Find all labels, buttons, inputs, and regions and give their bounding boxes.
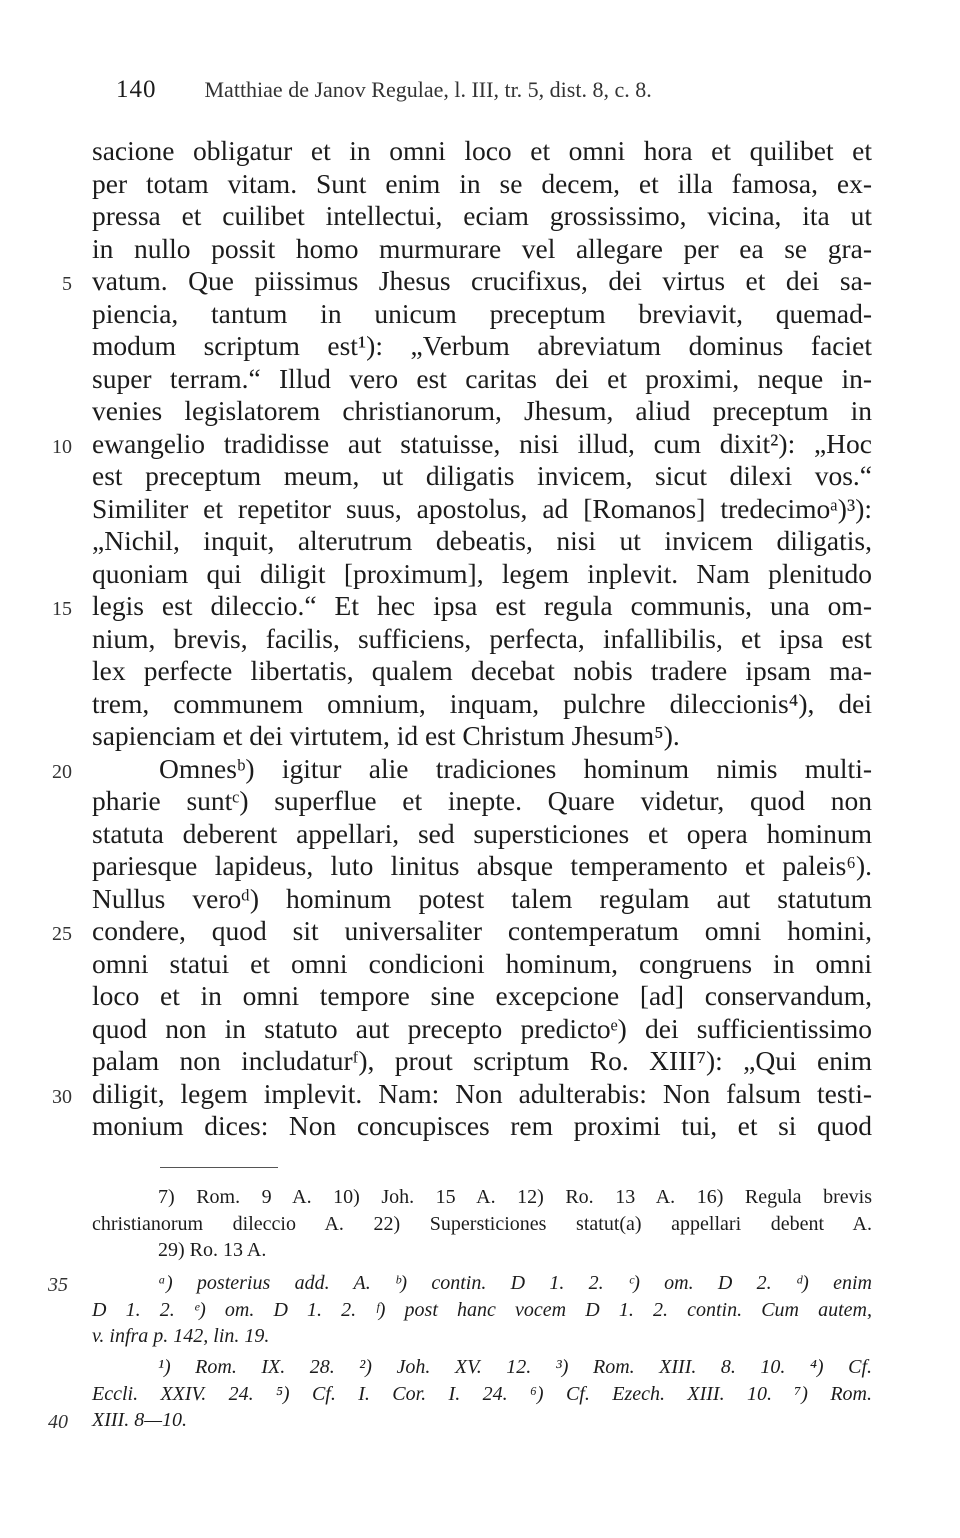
main-text-text: legis est dileccio.“ Et hec ipsa est regula communis, una om- [92,590,872,621]
parallel-note-text: christianorum dileccio A. 22) Supersticiones statut(a) appellari debent A. [92,1212,872,1235]
footnotes-apparatus [48,1270,872,1350]
footnotes-parallels [92,1184,872,1264]
main-text-text: super terram.“ Illud vero est caritas dei et proximi, neque in- [92,362,872,394]
line-number: 5 [62,273,72,295]
main-text-text: venies legislatorem christianorum, Jhesum, aliud preceptum in [92,395,872,426]
main-text-line [92,395,872,428]
main-text-text: est preceptum meum, ut diligatis invicem, sicut dilexi vos.“ [92,460,872,491]
main-text-text: statuta deberent appellari, sed supersticiones et opera hominum [92,817,872,849]
main-text-line [92,818,872,851]
main-text-line [92,655,872,688]
main-text-text: per totam vitam. Sunt enim in se decem, et illa famosa, ex- [92,167,872,199]
main-text-text: Nullus veroᵈ) hominum potest talem regulam aut statutum [92,882,872,914]
page-number: 140 [116,76,157,103]
main-text-text: diligit, legem implevit. Nam: Non adulterabis: Non falsum testi- [92,1077,872,1109]
page-header [116,76,652,104]
main-text-line [92,688,872,721]
parallel-note-line [92,1237,872,1264]
apparatus-note-text: v. infra p. 142, lin. 19. [92,1325,270,1347]
main-text-line [52,915,872,948]
parallel-note-line [92,1211,872,1238]
main-text-line [92,525,872,558]
line-number: 25 [52,923,72,945]
main-text-text: pariesque lapideus, luto linitus absque temperamento et paleis⁶). [92,850,872,881]
parallel-note-text: 7) Rom. 9 A. 10) Joh. 15 A. 12) Ro. 13 A. 16) Regula brevis [158,1186,872,1208]
main-text-line [92,493,872,526]
main-text-line [52,590,872,623]
running-title: Matthiae de Janov Regulae, l. III, tr. 5, dist. 8, c. 8. [204,77,652,102]
main-text-line [92,1013,872,1046]
main-text-line [92,558,872,591]
main-text-text: in nullo possit homo murmurare vel allegare per ea se gra- [92,232,872,264]
main-text-text: ewangelio tradidisse aut statuisse, nisi illud, cum dixit²): „Hoc [92,427,872,459]
apparatus-note-line [48,1270,872,1297]
source-note-line [92,1354,872,1381]
main-text-text: quoniam qui diligit [proximum], legem inplevit. Nam plenitudo [92,557,872,589]
main-text-line [52,1077,872,1111]
main-text-line [92,883,872,916]
line-number: 30 [52,1085,72,1108]
parallel-note-line [92,1184,872,1211]
line-number: 35 [48,1274,68,1296]
main-text-line [52,752,872,786]
apparatus-note-line [92,1323,872,1350]
main-text-line [92,363,872,396]
main-text-text: palam non includaturᶠ), prout scriptum Ro. XIII⁷): „Qui enim [92,1045,872,1076]
main-text-text: Similiter et repetitor suus, apostolus, ad [Romanos] tredecimoᵃ)³): [92,492,872,524]
main-text-line [92,980,872,1013]
main-text-text: trem, communem omnium, inquam, pulchre dileccionis⁴), dei [92,687,872,719]
line-number: 40 [48,1411,68,1433]
source-note-line [48,1407,872,1434]
main-text-line [92,623,872,656]
source-note-line [92,1381,872,1408]
main-text-text: lex perfecte libertatis, qualem decebat nobis tradere ipsam ma- [92,655,872,686]
main-text-line [92,233,872,266]
main-text-line [92,785,872,818]
main-text-line [92,330,872,363]
main-text-body [52,135,872,1143]
main-text-text: quod non in statuto aut precepto predictoᵉ) dei sufficientissimo [92,1012,872,1044]
main-text-text: pharie suntᶜ) superflue et inepte. Quare videtur, quod non [92,785,872,816]
main-text-text: sapienciam et dei virtutem, id est Christum Jhesum⁵). [92,720,680,751]
main-text-text: modum scriptum est¹): „Verbum abreviatum dominus faciet [92,330,872,361]
main-text-line [92,298,872,331]
apparatus-note-line [92,1297,872,1324]
source-note-text: Eccli. XXIV. 24. ⁵) Cf. I. Cor. I. 24. ⁶) Cf. Ezech. XIII. 10. ⁷) Rom. [92,1382,872,1405]
main-text-line [92,850,872,883]
main-text-line [62,265,872,298]
line-number: 10 [52,435,72,458]
main-text-line [92,460,872,493]
main-text-line [92,948,872,981]
main-text-text: loco et in omni tempore sine excepcione [ad] conservandum, [92,980,872,1011]
source-note-text: XIII. 8—10. [92,1409,187,1431]
footnote-separator-rule [160,1167,278,1168]
main-text-text: piencia, tantum in unicum preceptum breviavit, quemad- [92,297,872,329]
footnotes-sources [48,1354,872,1434]
main-text-text: sacione obligatur et in omni loco et omni hora et quilibet et [92,135,872,166]
apparatus-note-text: ᵃ) posterius add. A. ᵇ) contin. D 1. 2. ᶜ) om. D 2. ᵈ) enim [158,1272,872,1294]
main-text-text: nium, brevis, facilis, sufficiens, perfecta, infallibilis, et ipsa est [92,622,872,654]
main-text-line [92,1045,872,1078]
main-text-text: monium dices: Non concupisces rem proximi tui, et si quod [92,1110,872,1141]
main-text-text: vatum. Que piissimus Jhesus crucifixus, dei virtus et dei sa- [92,265,872,296]
main-text-line [92,168,872,201]
main-text-text: Omnesᵇ) igitur alie tradiciones hominum nimis multi- [159,752,872,784]
main-text-text: condere, quod sit universaliter contemperatum omni homini, [92,915,872,946]
main-text-line [92,135,872,168]
main-text-line [92,720,872,753]
main-text-line [92,200,872,233]
source-note-text: ¹) Rom. IX. 28. ²) Joh. XV. 12. ³) Rom. XIII. 8. 10. ⁴) Cf. [158,1356,872,1378]
main-text-line [52,427,872,461]
main-text-text: pressa et cuilibet intellectui, eciam grossissimo, vicina, ita ut [92,200,872,231]
parallel-note-text: 29) Ro. 13 A. [158,1239,267,1261]
main-text-text: „Nichil, inquit, alterutrum debeatis, nisi ut invicem diligatis, [92,525,872,556]
main-text-line [92,1110,872,1143]
line-number: 20 [52,760,72,783]
line-number: 15 [52,598,72,620]
main-text-text: omni statui et omni condicioni hominum, congruens in omni [92,947,872,979]
apparatus-note-text: D 1. 2. ᵉ) om. D 1. 2. ᶠ) post hanc vocem D 1. 2. contin. Cum autem, [92,1298,872,1321]
